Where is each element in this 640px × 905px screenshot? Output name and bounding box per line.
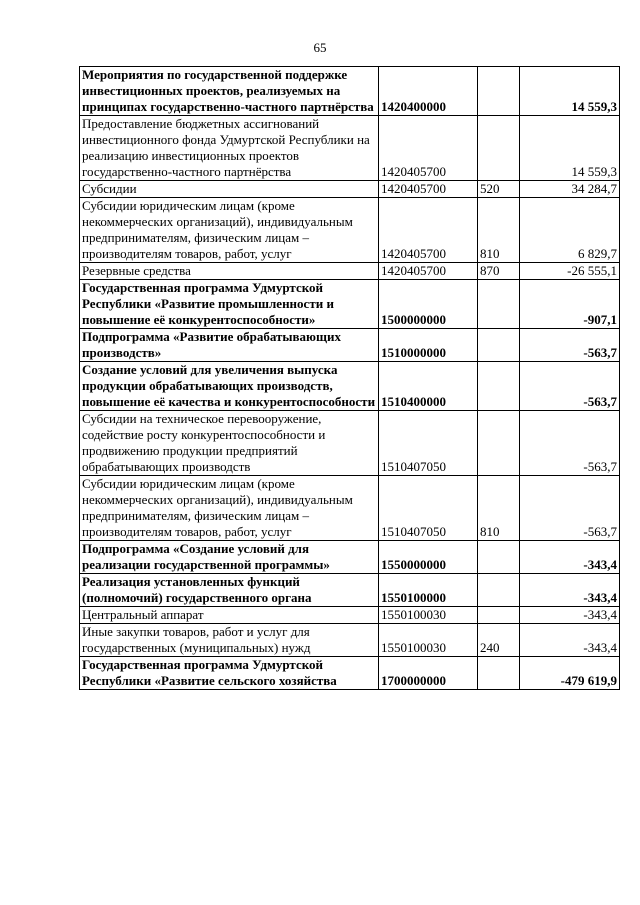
row-name-cell: Реализация установленных функций (полномочий) государственного органа <box>80 574 379 607</box>
row-expense-type-cell <box>478 411 520 476</box>
row-name-cell: Субсидии юридическим лицам (кроме некоммерческих организаций), индивидуальным предпринимателям, физическим лицам – производителям товаров, работ, услуг <box>80 198 379 263</box>
table-row <box>80 411 620 476</box>
row-amount-cell: -563,7 <box>520 329 620 362</box>
row-code-cell: 1550100000 <box>379 574 478 607</box>
row-code-cell: 1550000000 <box>379 541 478 574</box>
table-row <box>80 574 620 607</box>
table-row <box>80 607 620 624</box>
table-row <box>80 657 620 690</box>
row-name-cell: Центральный аппарат <box>80 607 379 624</box>
row-amount-cell: 34 284,7 <box>520 181 620 198</box>
table-row <box>80 181 620 198</box>
row-code-cell: 1700000000 <box>379 657 478 690</box>
row-expense-type-cell: 240 <box>478 624 520 657</box>
row-code-cell: 1500000000 <box>379 280 478 329</box>
row-amount-cell: -563,7 <box>520 362 620 411</box>
page-number: 65 <box>313 40 327 55</box>
row-amount-cell: 6 829,7 <box>520 198 620 263</box>
row-amount-cell: -907,1 <box>520 280 620 329</box>
row-name-cell: Иные закупки товаров, работ и услуг для государственных (муниципальных) нужд <box>80 624 379 657</box>
row-expense-type-cell: 810 <box>478 476 520 541</box>
table-row <box>80 624 620 657</box>
row-name-cell: Резервные средства <box>80 263 379 280</box>
row-expense-type-cell <box>478 607 520 624</box>
row-amount-cell: -343,4 <box>520 607 620 624</box>
row-expense-type-cell <box>478 657 520 690</box>
row-code-cell: 1510000000 <box>379 329 478 362</box>
table-row <box>80 362 620 411</box>
row-expense-type-cell <box>478 541 520 574</box>
table-row <box>80 280 620 329</box>
table-row <box>80 541 620 574</box>
row-code-cell: 1420405700 <box>379 198 478 263</box>
table-row <box>80 116 620 181</box>
row-name-cell: Предоставление бюджетных ассигнований инвестиционного фонда Удмуртской Республики на реализацию инвестиционных проектов государственно-частного партнёрства <box>80 116 379 181</box>
row-code-cell: 1550100030 <box>379 607 478 624</box>
row-amount-cell: 14 559,3 <box>520 67 620 116</box>
row-amount-cell: -343,4 <box>520 574 620 607</box>
row-code-cell: 1550100030 <box>379 624 478 657</box>
row-amount-cell: -343,4 <box>520 541 620 574</box>
row-expense-type-cell <box>478 67 520 116</box>
row-code-cell: 1510407050 <box>379 476 478 541</box>
row-expense-type-cell <box>478 329 520 362</box>
row-name-cell: Подпрограмма «Развитие обрабатывающих производств» <box>80 329 379 362</box>
row-name-cell: Подпрограмма «Создание условий для реализации государственной программы» <box>80 541 379 574</box>
row-name-cell: Государственная программа Удмуртской Республики «Развитие сельского хозяйства <box>80 657 379 690</box>
row-amount-cell: -563,7 <box>520 476 620 541</box>
row-name-cell: Субсидии <box>80 181 379 198</box>
row-code-cell: 1420405700 <box>379 263 478 280</box>
row-code-cell: 1420405700 <box>379 116 478 181</box>
row-name-cell: Мероприятия по государственной поддержке инвестиционных проектов, реализуемых на принципах государственно-частного партнёрства <box>80 67 379 116</box>
row-name-cell: Субсидии на техническое перевооружение, содействие росту конкурентоспособности и продвижению продукции предприятий обрабатывающих производств <box>80 411 379 476</box>
budget-table <box>79 66 620 690</box>
row-name-cell: Государственная программа Удмуртской Республики «Развитие промышленности и повышение её конкурентоспособности» <box>80 280 379 329</box>
row-code-cell: 1510407050 <box>379 411 478 476</box>
row-expense-type-cell: 810 <box>478 198 520 263</box>
row-expense-type-cell <box>478 574 520 607</box>
row-expense-type-cell <box>478 362 520 411</box>
table-row <box>80 329 620 362</box>
table-row <box>80 198 620 263</box>
row-expense-type-cell: 870 <box>478 263 520 280</box>
row-expense-type-cell <box>478 280 520 329</box>
row-name-cell: Создание условий для увеличения выпуска продукции обрабатывающих производств, повышение её качества и конкурентоспособности <box>80 362 379 411</box>
row-code-cell: 1420400000 <box>379 67 478 116</box>
row-amount-cell: -563,7 <box>520 411 620 476</box>
row-code-cell: 1510400000 <box>379 362 478 411</box>
table-row <box>80 67 620 116</box>
row-expense-type-cell: 520 <box>478 181 520 198</box>
row-code-cell: 1420405700 <box>379 181 478 198</box>
row-expense-type-cell <box>478 116 520 181</box>
row-name-cell: Субсидии юридическим лицам (кроме некоммерческих организаций), индивидуальным предпринимателям, физическим лицам – производителям товаров, работ, услуг <box>80 476 379 541</box>
row-amount-cell: -26 555,1 <box>520 263 620 280</box>
table-row <box>80 263 620 280</box>
row-amount-cell: 14 559,3 <box>520 116 620 181</box>
table-row <box>80 476 620 541</box>
row-amount-cell: -479 619,9 <box>520 657 620 690</box>
row-amount-cell: -343,4 <box>520 624 620 657</box>
budget-table-body <box>80 67 620 690</box>
